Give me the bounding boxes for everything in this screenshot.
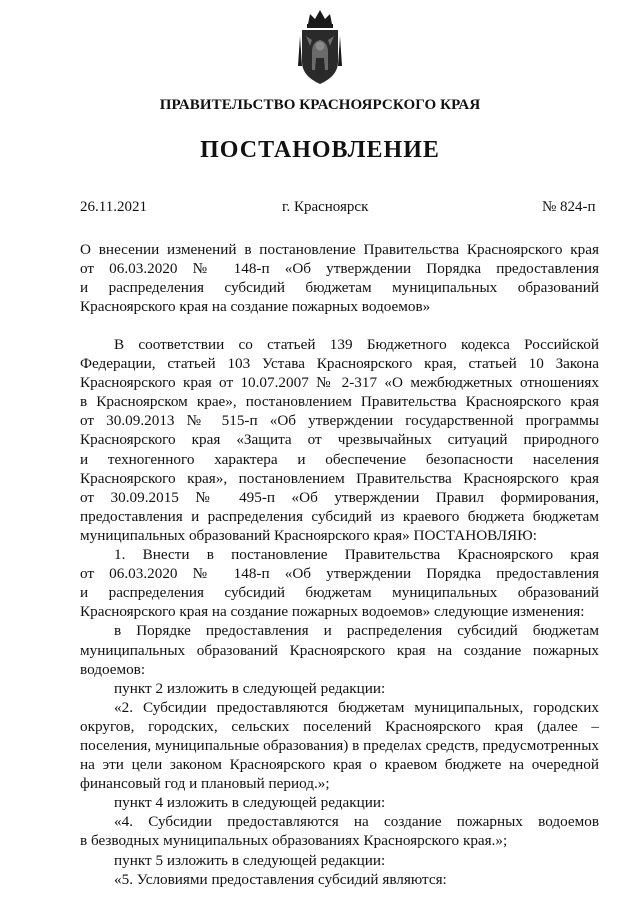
body-line: 1. Внести в постановление Правительства Красноярского края — [114, 546, 599, 564]
body-line: Федерации, статьей 103 Устава Красноярского края, статьей 10 Закона — [80, 355, 599, 373]
body-line: В соответствии со статьей 139 Бюджетного кодекса Российской — [114, 336, 599, 353]
body-line: пункт 2 изложить в следующей редакции: — [114, 679, 386, 697]
body-line: в безводных муниципальных образованиях Красноярского края.»; — [80, 832, 508, 850]
body-line: от 30.09.2015 № 495-п «Об утверждении Правил формирования, — [80, 488, 599, 506]
krasnoyarsk-coat-of-arms-icon — [296, 6, 344, 86]
document-city: г. Красноярск — [282, 199, 369, 215]
body-line: и техногенного характера и обеспечение безопасности населения — [80, 450, 599, 468]
body-line: «2. Субсидии предоставляются бюджетам муниципальных, городских — [114, 698, 599, 716]
body-line: «5. Условиями предоставления субсидий являются: — [114, 870, 447, 888]
body-line: и распределения субсидий бюджетам муниципальных образований — [80, 584, 599, 602]
document-body — [80, 335, 599, 889]
body-line: Красноярского края на создание пожарных водоемов» следующие изменения: — [80, 603, 585, 621]
body-line: в Красноярском крае», постановлением Правительства Красноярского края — [80, 393, 599, 411]
subject-line: и распределения субсидий бюджетам муниципальных образований — [80, 279, 599, 297]
body-line: на эти цели законом Красноярского края о краевом бюджете на очередной — [80, 756, 599, 774]
subject-line: от 06.03.2020 № 148-п «Об утверждении Порядка предоставления — [80, 260, 599, 278]
body-line: муниципальных образований Красноярского края на создание пожарных — [80, 641, 599, 659]
document-type: ПОСТАНОВЛЕНИЕ — [200, 137, 440, 163]
body-line: Красноярского края «Защита от чрезвычайных ситуаций природного — [80, 431, 599, 449]
body-line: пункт 5 изложить в следующей редакции: — [114, 851, 386, 869]
body-line: предоставления и распределения субсидий из краевого бюджета бюджетам — [80, 507, 599, 525]
document-number: № 824-п — [542, 199, 596, 215]
body-line: Красноярского края», постановлением Правительства Красноярского края — [80, 469, 599, 487]
body-line: Красноярского края от 10.07.2007 № 2-317 «О межбюджетных отношениях — [80, 374, 599, 392]
body-line: округов, городских, сельских поселений Красноярского края (далее – — [80, 717, 599, 735]
body-line: финансовый год и плановый период.»; — [80, 775, 330, 793]
body-line: «4. Субсидии предоставляются на создание пожарных водоемов — [114, 813, 599, 831]
body-line: муниципальных образований Красноярского края» ПОСТАНОВЛЯЮ: — [80, 526, 537, 544]
document-subject — [80, 240, 599, 316]
body-line: в Порядке предоставления и распределения субсидий бюджетам — [114, 622, 599, 640]
subject-line: Красноярского края на создание пожарных водоемов» — [80, 298, 431, 316]
body-line: от 06.03.2020 № 148-п «Об утверждении Порядка предоставления — [80, 565, 599, 583]
body-line: от 30.09.2013 № 515-п «Об утверждении государственной программы — [80, 412, 599, 430]
document-date: 26.11.2021 — [80, 199, 147, 215]
body-line: поселения, муниципальные образования) в пределах средств, предусмотренных — [80, 736, 599, 754]
body-line: пункт 4 изложить в следующей редакции: — [114, 794, 386, 812]
body-line: водоемов: — [80, 660, 146, 678]
subject-line: О внесении изменений в постановление Правительства Красноярского края — [80, 241, 599, 258]
government-name: ПРАВИТЕЛЬСТВО КРАСНОЯРСКОГО КРАЯ — [159, 97, 481, 113]
